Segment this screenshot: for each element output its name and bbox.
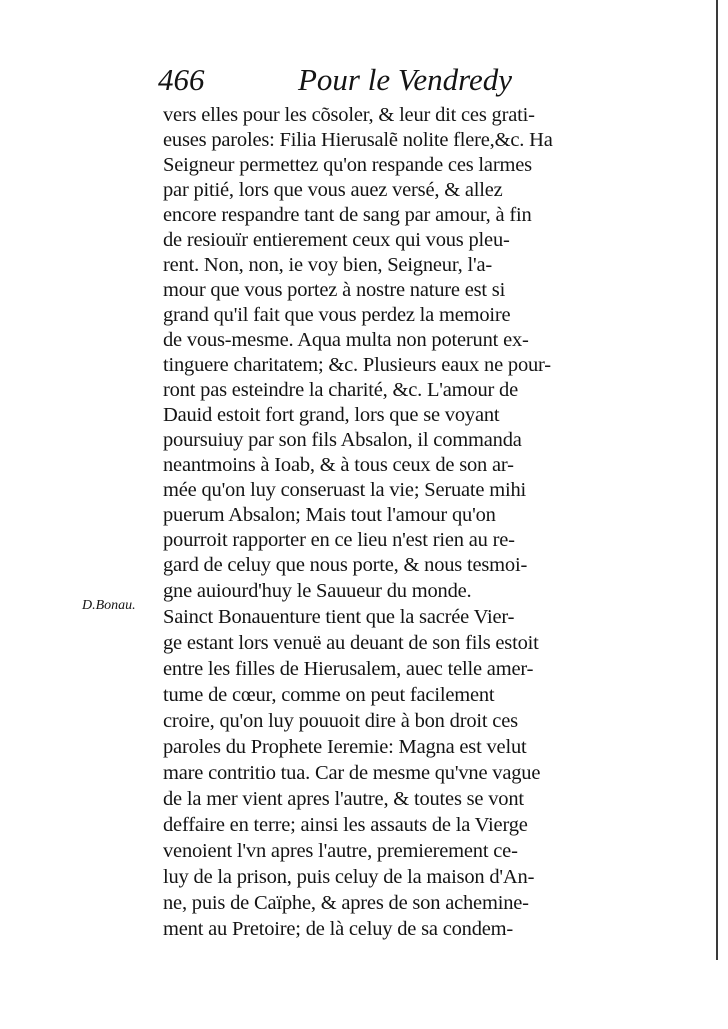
margin-note: D.Bonau. (82, 598, 136, 613)
text-line: croire, qu'on luy pouuoit dire à bon droit ces (163, 710, 518, 732)
text-line: venoient l'vn apres l'autre, premierement ce- (163, 840, 518, 862)
text-line: ront pas esteindre la charité, &c. L'amour de (163, 379, 519, 401)
text-line: puerum Absalon; Mais tout l'amour qu'on (163, 504, 496, 526)
text-line: mée qu'on luy conseruast la vie; Seruate mihi (163, 479, 527, 501)
text-line: euses paroles: Filia Hierusalẽ nolite flere,&c. Ha (163, 129, 553, 151)
text-line: encore respandre tant de sang par amour, à fin (163, 204, 532, 226)
text-line: ge estant lors venuë au deuant de son fils estoit (163, 632, 539, 654)
text-line: grand qu'il fait que vous perdez la memoire (163, 304, 511, 326)
text-line: poursuiuy par son fils Absalon, il commanda (163, 429, 522, 451)
page-edge (716, 0, 718, 960)
page-number: 466 (158, 62, 205, 97)
text-line: par pitié, lors que vous auez versé, & allez (163, 179, 503, 201)
text-line: Sainct Bonauenture tient que la sacrée Vier- (163, 606, 515, 628)
text-line: tume de cœur, comme on peut facilement (163, 684, 495, 706)
text-line: Dauid estoit fort grand, lors que se voyant (163, 404, 500, 426)
text-line: neantmoins à Ioab, & à tous ceux de son ar- (163, 454, 514, 476)
text-line: pourroit rapporter en ce lieu n'est rien au re- (163, 529, 515, 551)
text-line: de resiouïr entierement ceux qui vous pleu- (163, 229, 510, 251)
text-line: paroles du Prophete Ieremie: Magna est velut (163, 736, 527, 758)
text-line: gne auiourd'huy le Sauueur du monde. (163, 580, 472, 602)
text-line: de vous-mesme. Aqua multa non poterunt ex- (163, 329, 529, 351)
text-line: vers elles pour les cõsoler, & leur dit ces grati- (163, 104, 535, 126)
text-line: mour que vous portez à nostre nature est si (163, 279, 506, 301)
text-line: ne, puis de Caïphe, & apres de son achemine- (163, 892, 529, 914)
text-line: Seigneur permettez qu'on respande ces larmes (163, 154, 532, 176)
running-title: Pour le Vendredy (298, 62, 513, 97)
body-text (163, 103, 587, 942)
page-header (158, 60, 588, 104)
text-line: gard de celuy que nous porte, & nous tesmoi- (163, 554, 528, 576)
text-line: rent. Non, non, ie voy bien, Seigneur, l'a- (163, 254, 493, 276)
text-line: de la mer vient apres l'autre, & toutes se vont (163, 788, 524, 810)
text-line: tinguere charitatem; &c. Plusieurs eaux ne pour- (163, 354, 551, 376)
text-line: entre les filles de Hierusalem, auec telle amer- (163, 658, 534, 680)
text-line: deffaire en terre; ainsi les assauts de la Vierge (163, 814, 528, 836)
text-line: luy de la prison, puis celuy de la maison d'An- (163, 866, 535, 888)
text-line: mare contritio tua. Car de mesme qu'vne vague (163, 762, 541, 784)
text-line: ment au Pretoire; de là celuy de sa condem- (163, 918, 514, 940)
